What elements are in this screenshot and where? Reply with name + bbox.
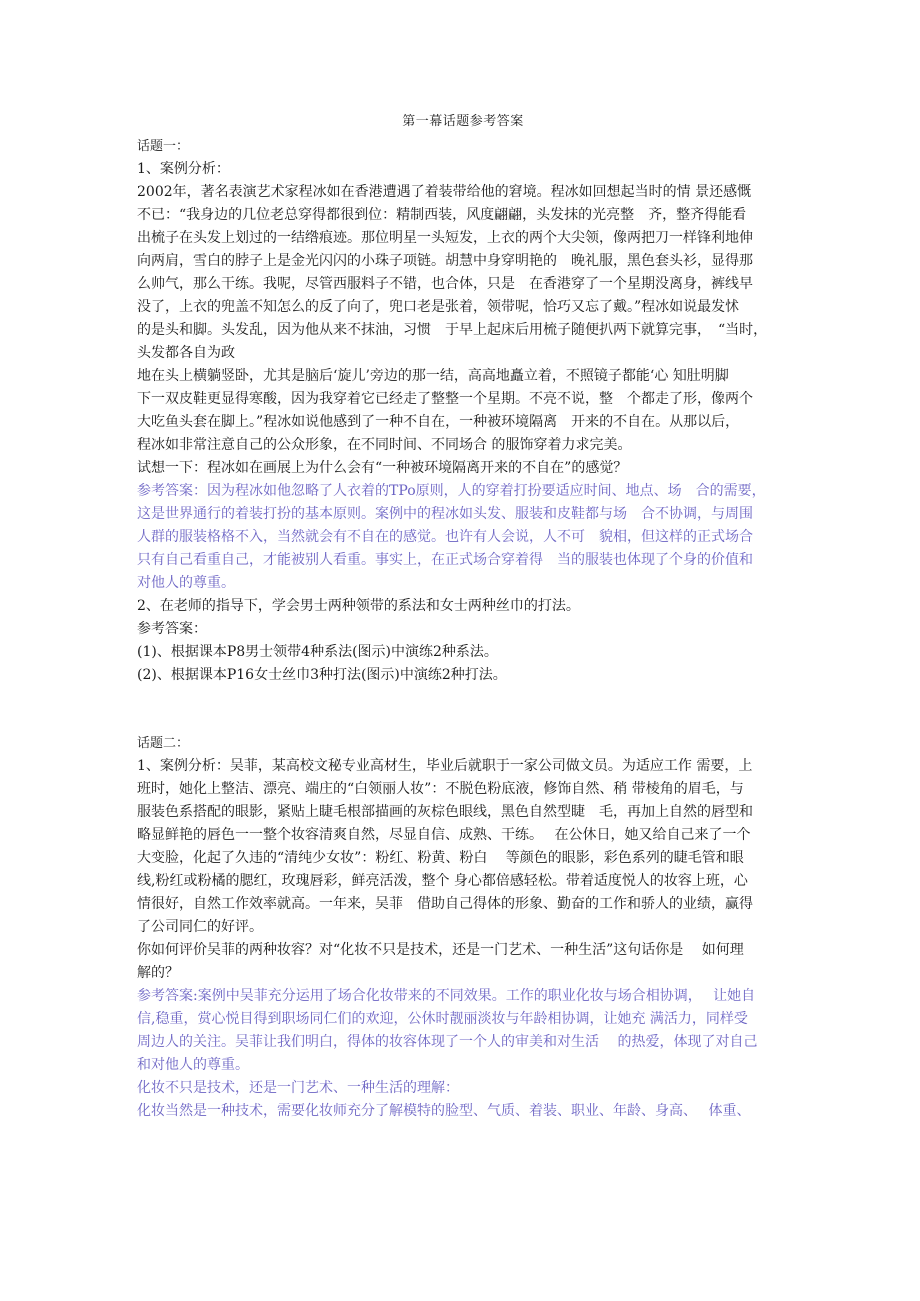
case-text-line: 班时，她化上整洁、漂亮、端庄的“白领丽人妆”：不脱色粉底液，修饰自然、稍 带棱角的眉毛，与 [137,781,744,797]
section-spacer [137,687,789,733]
case-text-line: 大变脸，化起了久违的“清纯少女妆”：粉红、粉黄、粉白 等颜色的眼影，彩色系列的睫毛管和眼 [137,850,744,866]
reference-answer-heading: 参考答案： [137,621,207,637]
answer-text-line: 周边人的关注。吴菲让我们明白，得体的妆容体现了一个人的审美和对生活 的热爱，体现了对自己 [137,1034,758,1050]
case-text-line: 向两肩，雪白的脖子上是金光闪闪的小珠子项链。胡慧中身穿明艳的 晚礼服，黑色套头衫，显得那 [137,253,753,269]
answer-text-line: 人群的服装格格不入，当然就会有不自在的感觉。也许有人会说，人不可 貌相，但这样的正式场合 [137,529,753,545]
answer-text-line: 参考答案:案例中吴菲充分运用了场合化妆带来的不同效果。工作的职业化妆与场合相协调， 让她自 [137,988,756,1004]
case-text-line: 服装色系搭配的眼影，紧贴上睫毛根部描画的灰棕色眼线，黑色自然型睫 毛，再加上自然的唇型和 [137,804,753,820]
document-page [137,112,789,1123]
case-text-line: 地在头上横躺竖卧，尤其是脑后‘旋儿’旁边的那一结，高高地矗立着，不照镜子都能‘心 知肚明脚 [137,368,729,384]
answer-text-line: 化妆当然是一种技术，需要化妆师充分了解模特的脸型、气质、着装、职业、年龄、身高、 体重、 [137,1103,751,1119]
case-text-line: 大吃鱼头套在脚上。”程冰如说他感到了一种不自在，一种被环境隔离 开来的不自在。从那以后， [137,414,740,430]
answer-text-line: 信,稳重，赏心悦目得到职场同仁们的欢迎，公休时靓丽淡妆与年龄相协调，让她充 满活力，同样受 [137,1011,748,1027]
topic-one-heading: 话题一： [137,139,190,154]
topic-two-question: 你如何评价吴菲的两种妆容？对“化妆不只是技术，还是一门艺术、一种生活”这句话你是 如何理 [137,942,744,958]
topic-one-section [137,136,789,687]
answer-text-line: 化妆不只是技术，还是一门艺术、一种生活的理解： [137,1080,459,1096]
answer-text-line: 和对他人的尊重。 [137,1057,249,1073]
case-text-line: 没了，上衣的兜盖不知怎么的反了向了，兜口老是张着，领带呢，恰巧又忘了戴。”程冰如说最发怵 [137,299,740,315]
topic-two-section [137,733,789,1123]
case-text-line: 1、案例分析：吴菲，某高校文秘专业高材生，毕业后就职于一家公司做文员。为适应工作 需要，上 [137,758,753,774]
topic-one-task: 2、在老师的指导下，学会男士两种领带的系法和女士两种丝巾的打法。 [137,598,580,614]
case-text-line: 略显鲜艳的唇色一一整个妆容清爽自然，尽显自信、成熟、干练。 在公休日，她又给自己来了一个 [137,827,751,843]
topic-one-question: 试想一下：程冰如在画展上为什么会有“一种被环境隔离开来的不自在”的感觉？ [137,460,628,476]
topic-one-case-heading: 1、案例分析： [137,161,230,177]
case-text-line: 情很好，自然工作效率就高。一年来，吴菲 借助自己得体的形象、勤奋的工作和骄人的业绩，赢得 [137,896,753,912]
reference-item: (1)、根据课本P8男士领带4种系法(图示)中演练2种系法。 [137,644,498,660]
case-text-line: 么帅气，那么干练。我呢，尽管西服料子不错，也合体，只是 在香港穿了一个星期没离身，裤线早 [137,276,753,292]
case-text-line: 了公司同仁的好评。 [137,919,263,935]
case-text-line: 头发都各自为政 [137,345,235,361]
document-title: 第一幕话题参考答案 [402,114,524,129]
case-text-line: 线,粉红或粉橘的腮红，玫瑰唇彩，鲜亮活泼，整个 身心都倍感轻松。带着适度悦人的妆容上班，心 [137,873,748,889]
answer-text-line: 参考答案：因为程冰如他忽略了人衣着的TPo原则，人的穿着打扮要适应时间、地点、场 合的需要， [137,483,766,499]
case-text-line: 2002年，著名表演艺术家程冰如在香港遭遇了着装带给他的窘境。程冰如回想起当时的情 景还感慨 [137,184,752,200]
case-text-line: 出梳子在头发上划过的一结绺痕迹。那位明星一头短发，上衣的两个大尖领，像两把刀一样锋利地伸 [137,230,753,246]
case-text-line: 的是头和脚。头发乱，因为他从来不抹油，习惯 于早上起床后用梳子随便扒两下就算完事， “当时， [137,322,768,338]
answer-text-line: 只有自己看重自己，才能被别人看重。事实上，在正式场合穿着得 当的服装也体现了个身的价值和 [137,552,753,568]
answer-text-line: 这是世界通行的着装打扮的基本原则。案例中的程冰如头发、服装和皮鞋都与场 合不协调，与周围 [137,506,753,522]
case-text-line: 不已：“我身边的几位老总穿得都很到位：精制西装，风度翩翩，头发抹的光亮整 齐，整齐得能看 [137,207,747,223]
reference-item: (2)、根据课本P16女士丝巾3种打法(图示)中演练2种打法。 [137,667,507,683]
case-text-line: 程冰如非常注意自己的公众形象，在不同时间、不同场合 的服饰穿着力求完美。 [137,437,632,453]
answer-text-line: 对他人的尊重。 [137,575,235,591]
topic-two-heading: 话题二： [137,736,190,751]
case-text-line: 下一双皮鞋更显得寒酸，因为我穿着它已经走了整整一个星期。不亮不说，整 个都走了形，像两个 [137,391,753,407]
topic-two-question: 解的？ [137,965,179,981]
